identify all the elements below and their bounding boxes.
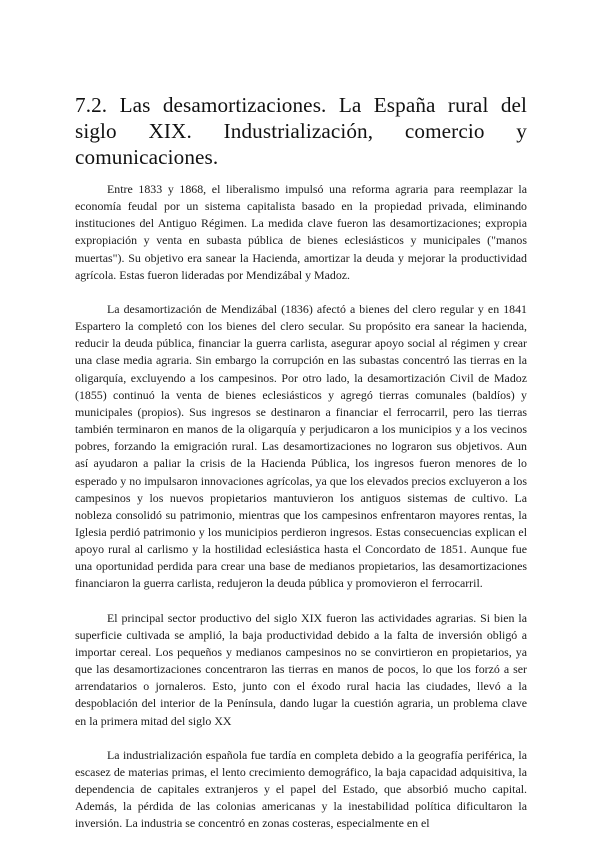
paragraph-sector-agrario: El principal sector productivo del siglo XIX fueron las actividades agrarias. Si bien la superficie cultivada se amplió, la baja productividad debido a la falta de inversión obligó a importar cereal. Los pequeños y medianos campesinos no se convirtieron en propietarios, ya que las desamortizaciones concentraron las tierras en manos de pocos, lo que los forzó a ser arrendatarios o jornaleros. Esto, junto con el éxodo rural hacia las ciudades, llevó a la despoblación del interior de la Península, dando lugar la cuestión agraria, un problema clave en la primera mitad del siglo XX bbox=[75, 610, 527, 728]
page-title: 7.2. Las desamortizaciones. La España rural del siglo XIX. Industrialización, comercio y comunicaciones. bbox=[75, 93, 527, 169]
paragraph-industrializacion: La industrialización española fue tardía en completa debido a la geografía periférica, la escasez de materias primas, el lento crecimiento demográfico, la baja capacidad adquisitiva, la dependencia de capitales extranjeros y el papel del Estado, que absorbió mucho capital. Además, la pérdida de las colonias americanas y la inestabilidad política dificultaron la inversión. La industria se concentró en zonas costeras, especialmente en el bbox=[75, 747, 527, 831]
paragraph-mendizabal-madoz: La desamortización de Mendizábal (1836) afectó a bienes del clero regular y en 1841 Espartero la completó con los bienes del clero secular. Su propósito era sanear la hacienda, reducir la deuda pública, financiar la guerra carlista, asegurar apoyo social al régimen y crear una clase media agraria. Sin embargo la corrupción en las subastas concentró las tierras en la oligarquía, excluyendo a los campesinos. Por otro lado, la desamortización Civil de Madoz (1855) continuó la venta de bienes eclesiásticos y agregó tierras comunales (baldíos) y municipales (propios). Sus ingresos se destinaron a financiar el ferrocarril, pero las tierras también terminaron en manos de la oligarquía y perjudicaron a los municipios y a los vecinos pobres, forzando la emigración rural. Las desamortizaciones no lograron sus objetivos. Aun así ayudaron a paliar la crisis de la Hacienda Pública, los ingresos fueron menores de lo esperado y no impulsaron innovaciones agrícolas, ya que los elevados precios excluyeron a los campesinos y los nuevos propietarios mantuvieron los antiguos sistemas de cultivo. La nobleza consolidó su patrimonio, mientras que los campesinos enfrentaron mayores rentas, la Iglesia perdió patrimonio y los municipios perdieron ingresos. Estas consecuencias explican el apoyo rural al carlismo y la hostilidad eclesiástica hasta el Concordato de 1851. Aunque fue una oportunidad perdida para crear una base de medianos propietarios, las desamortizaciones financiaron la guerra carlista, redujeron la deuda pública y promovieron el ferrocarril. bbox=[75, 301, 527, 591]
paragraph-desamortizaciones-intro: Entre 1833 y 1868, el liberalismo impulsó una reforma agraria para reemplazar la economía feudal por un sistema capitalista basado en la propiedad privada, eliminando instituciones del Antiguo Régimen. La medida clave fueron las desamortizaciones; expropia expropiación y venta en subasta pública de bienes eclesiásticos y municipales ("manos muertas"). Su objetivo era sanear la Hacienda, amortizar la deuda y mejorar la productividad agrícola. Estas fueron lideradas por Mendizábal y Madoz. bbox=[75, 182, 527, 282]
